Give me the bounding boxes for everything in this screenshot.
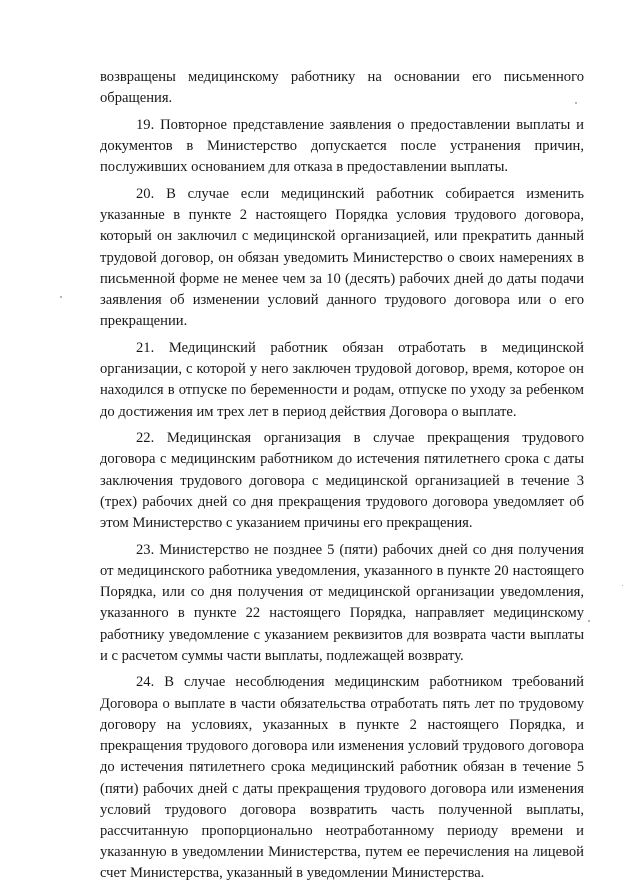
paragraph-20: 20. В случае если медицинский работник собирается изменить указанные в пункте 2 настоящего Порядка условия трудового договора, который он заключил с медицинской организацией, или прекратить данный трудовой договор, он обязан уведомить Министерство о своих намерениях в письменной форме не менее чем за 10 (десять) рабочих дней до даты подачи заявления об изменении условий данного трудового договора или о его прекращении. — [100, 186, 584, 330]
scan-speck — [588, 620, 590, 622]
document-body — [100, 67, 584, 890]
paragraph-21: 21. Медицинский работник обязан отработать в медицинской организации, с которой у него заключен трудовой договор, время, которое он находился в отпуске по беременности и родам, отпуске по уходу за ребенком до достижения им трех лет в период действия Договора о выплате. — [100, 339, 584, 420]
paragraph-24: 24. В случае несоблюдения медицинским работником требований Договора о выплате в части обязательства отработать пять лет по трудовому договору на условиях, указанных в пункте 2 настоящего Порядка, и прекращения трудового договора или изменения условий трудового договора до истечения пятилетнего срока медицинский работник обязан в течение 5 (пяти) рабочих дней с даты прекращения трудового договора или изменения условий трудового договора возвратить часть полученной выплаты, рассчитанную пропорционально неотработанному периоду времени и указанную в уведомлении Министерства, путем ее перечисления на лицевой счет Министерства, указанный в уведомлении Министерства. — [100, 674, 584, 882]
scan-speck — [575, 102, 577, 104]
scan-speck — [60, 296, 62, 298]
paragraph-18-continuation: возвращены медицинскому работнику на основании его письменного обращения. — [100, 69, 584, 107]
scan-speck — [622, 585, 623, 586]
paragraph-22: 22. Медицинская организация в случае прекращения трудового договора с медицинским работником до истечения пятилетнего срока с даты заключения трудового договора с медицинской организацией в течение 3 (трех) рабочих дней со дня прекращения трудового договора уведомляет об этом Министерство с указанием причины его прекращения. — [100, 430, 584, 532]
paragraph-23: 23. Министерство не позднее 5 (пяти) рабочих дней со дня получения от медицинского работника уведомления, указанного в пункте 20 настоящего Порядка, или со дня получения от медицинской организации уведомления, указанного в пункте 22 настоящего Порядка, направляет медицинскому работнику уведомление с указанием реквизитов для возврата части выплаты и с расчетом суммы части выплаты, подлежащей возврату. — [100, 541, 584, 664]
paragraph-19: 19. Повторное представление заявления о предоставлении выплаты и документов в Министерство допускается после устранения причин, послуживших основанием для отказа в предоставлении выплаты. — [100, 116, 584, 176]
